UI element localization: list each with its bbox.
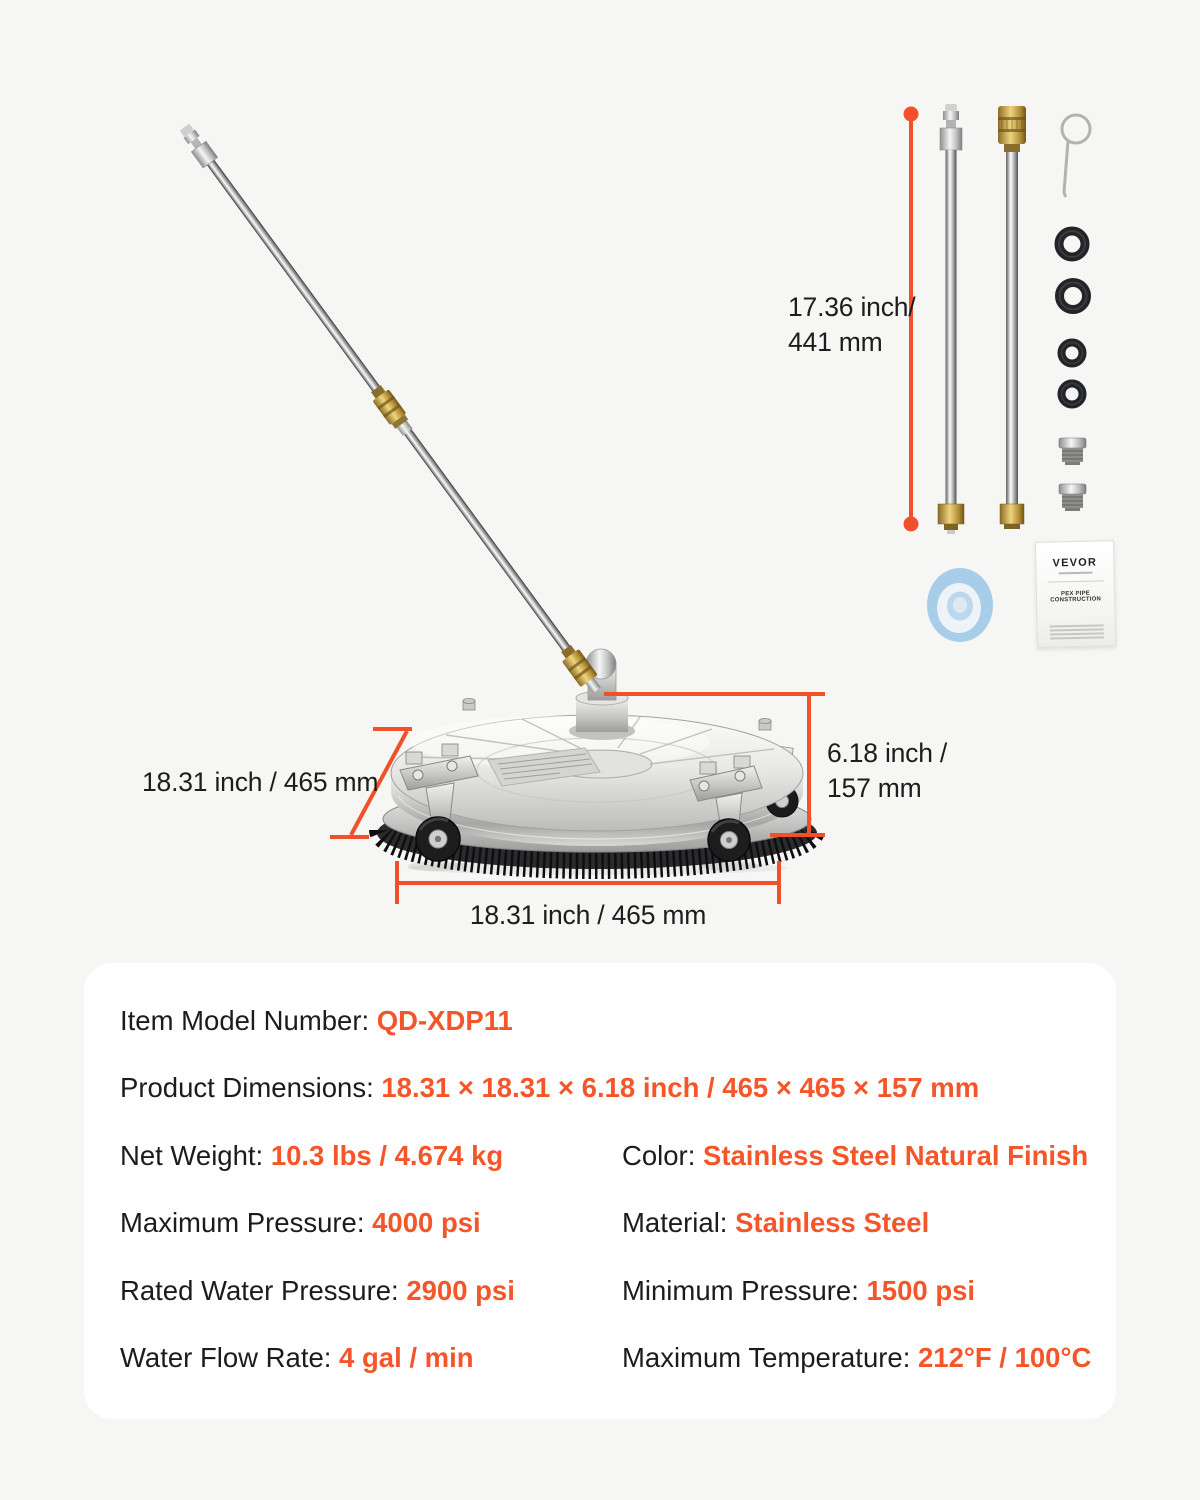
manual-tagline — [1058, 572, 1092, 575]
spec-net-weight: Net Weight: 10.3 lbs / 4.674 kg — [120, 1140, 504, 1171]
side-width-label: 18.31 inch / 465 mm — [142, 767, 379, 797]
spec-product-dimensions: Product Dimensions: 18.31 × 18.31 × 6.18 inch / 465 × 465 × 157 mm — [120, 1072, 980, 1103]
o-rings — [1059, 231, 1087, 405]
spray-lance — [176, 121, 605, 697]
threaded-plug-fittings — [1059, 438, 1086, 511]
manual-paragraph — [1038, 624, 1115, 639]
extension-wand-plug-end — [938, 104, 964, 534]
spec-maximum-pressure: Maximum Pressure: 4000 psi — [120, 1207, 481, 1238]
manual-divider — [1047, 580, 1103, 582]
spec-card — [84, 963, 1116, 1419]
wand-length-label: 17.36 inch/ 441 mm — [788, 292, 916, 357]
user-manual — [1035, 540, 1116, 648]
manual-brand-logo: VEVOR — [1052, 556, 1098, 570]
pull-pin-tool — [1062, 115, 1090, 197]
spec-maximum-temperature: Maximum Temperature: 212°F / 100°C — [622, 1342, 1092, 1373]
spec-minimum-pressure: Minimum Pressure: 1500 psi — [622, 1275, 976, 1306]
manual-title: PEX PIPE CONSTRUCTION — [1050, 590, 1102, 604]
spec-water-flow-rate: Water Flow Rate: 4 gal / min — [120, 1342, 474, 1373]
height-label: 6.18 inch / 157 mm — [827, 738, 948, 803]
spec-material: Material: Stainless Steel — [622, 1207, 930, 1238]
spec-item-model-number: Item Model Number: QD-XDP11 — [120, 1005, 513, 1036]
spec-rated-water-pressure: Rated Water Pressure: 2900 psi — [120, 1275, 515, 1306]
teflon-tape-roll — [927, 568, 993, 642]
spec-color: Color: Stainless Steel Natural Finish — [622, 1140, 1089, 1171]
extension-wand-coupler-end — [998, 106, 1026, 529]
bottom-width-label: 18.31 inch / 465 mm — [469, 900, 707, 930]
